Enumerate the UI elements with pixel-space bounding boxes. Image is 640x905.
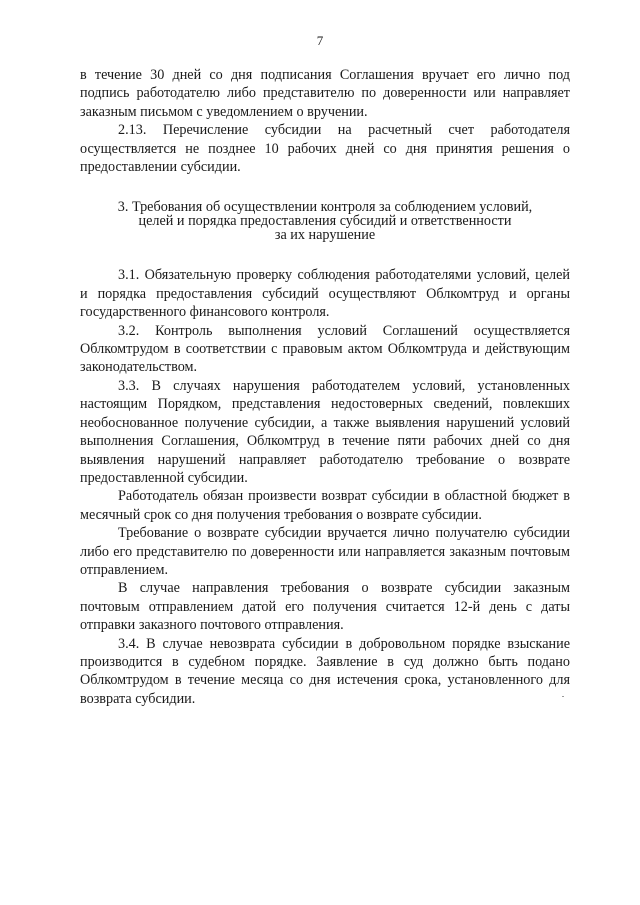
paragraph-3-4: 3.4. В случае невозврата субсидии в добровольном порядке взыскание производится в судебном порядке. Заявление в суд должно быть подано Облкомтрудом в течение месяца со дня истечения срока, установленного для возврата субсидии. [80, 635, 570, 707]
paragraph-3-2: 3.2. Контроль выполнения условий Соглашений осуществляется Облкомтрудом в соответствии с правовым актом Облкомтруда и действующим законодательством. [80, 322, 570, 376]
section-title-line: целей и порядка предоставления субсидий и ответственности [138, 213, 512, 230]
paragraph-postal-receipt: В случае направления требования о возврате субсидии заказным почтовым отправлением датой его получения считается 12-й день с даты отправки заказного почтового отправления. [80, 580, 570, 634]
paragraph-refund-delivery: Требование о возврате субсидии вручается лично получателю субсидии либо его представителю по доверенности или направляется заказным почтовым отправлением. [80, 525, 570, 578]
paragraph-2-13: 2.13. Перечисление субсидии на расчетный счет работодателя осуществляется не позднее 10 рабочих дней со дня принятия решения о предоставлении субсидии. [80, 122, 570, 176]
section-3-title [80, 200, 570, 242]
section-title-line: за их нарушение [274, 227, 376, 244]
paragraph-refund-obligation: Работодатель обязан произвести возврат субсидии в областной бюджет в месячный срок со дня получения требования о возврате субсидии. [80, 488, 570, 523]
paragraph-3-1: 3.1. Обязательную проверку соблюдения работодателями условий, целей и порядка предоставления субсидий осуществляют Облкомтруд и органы государственного финансового контроля. [80, 267, 570, 321]
paragraph-continuation: в течение 30 дней со дня подписания Соглашения вручает его лично под подпись работодателю либо представителю по доверенности или направляет заказным письмом с уведомлением о вручении. [80, 67, 570, 120]
paragraph-3-3: 3.3. В случаях нарушения работодателем условий, установленных настоящим Порядком, представления недостоверных сведений, повлекших необоснованное получение субсидии, а также выявления нарушений условий выполнения Соглашения, Облкомтруд в течение пяти рабочих дней со дня выявления нарушений направляет работодателю требование о возврате предоставленной субсидии. [80, 377, 570, 486]
scan-speck [562, 696, 564, 697]
page-number: 7 [316, 33, 324, 48]
section-title-line: 3. Требования об осуществлении контроля за соблюдением условий, [117, 199, 533, 216]
document-body [80, 66, 570, 708]
